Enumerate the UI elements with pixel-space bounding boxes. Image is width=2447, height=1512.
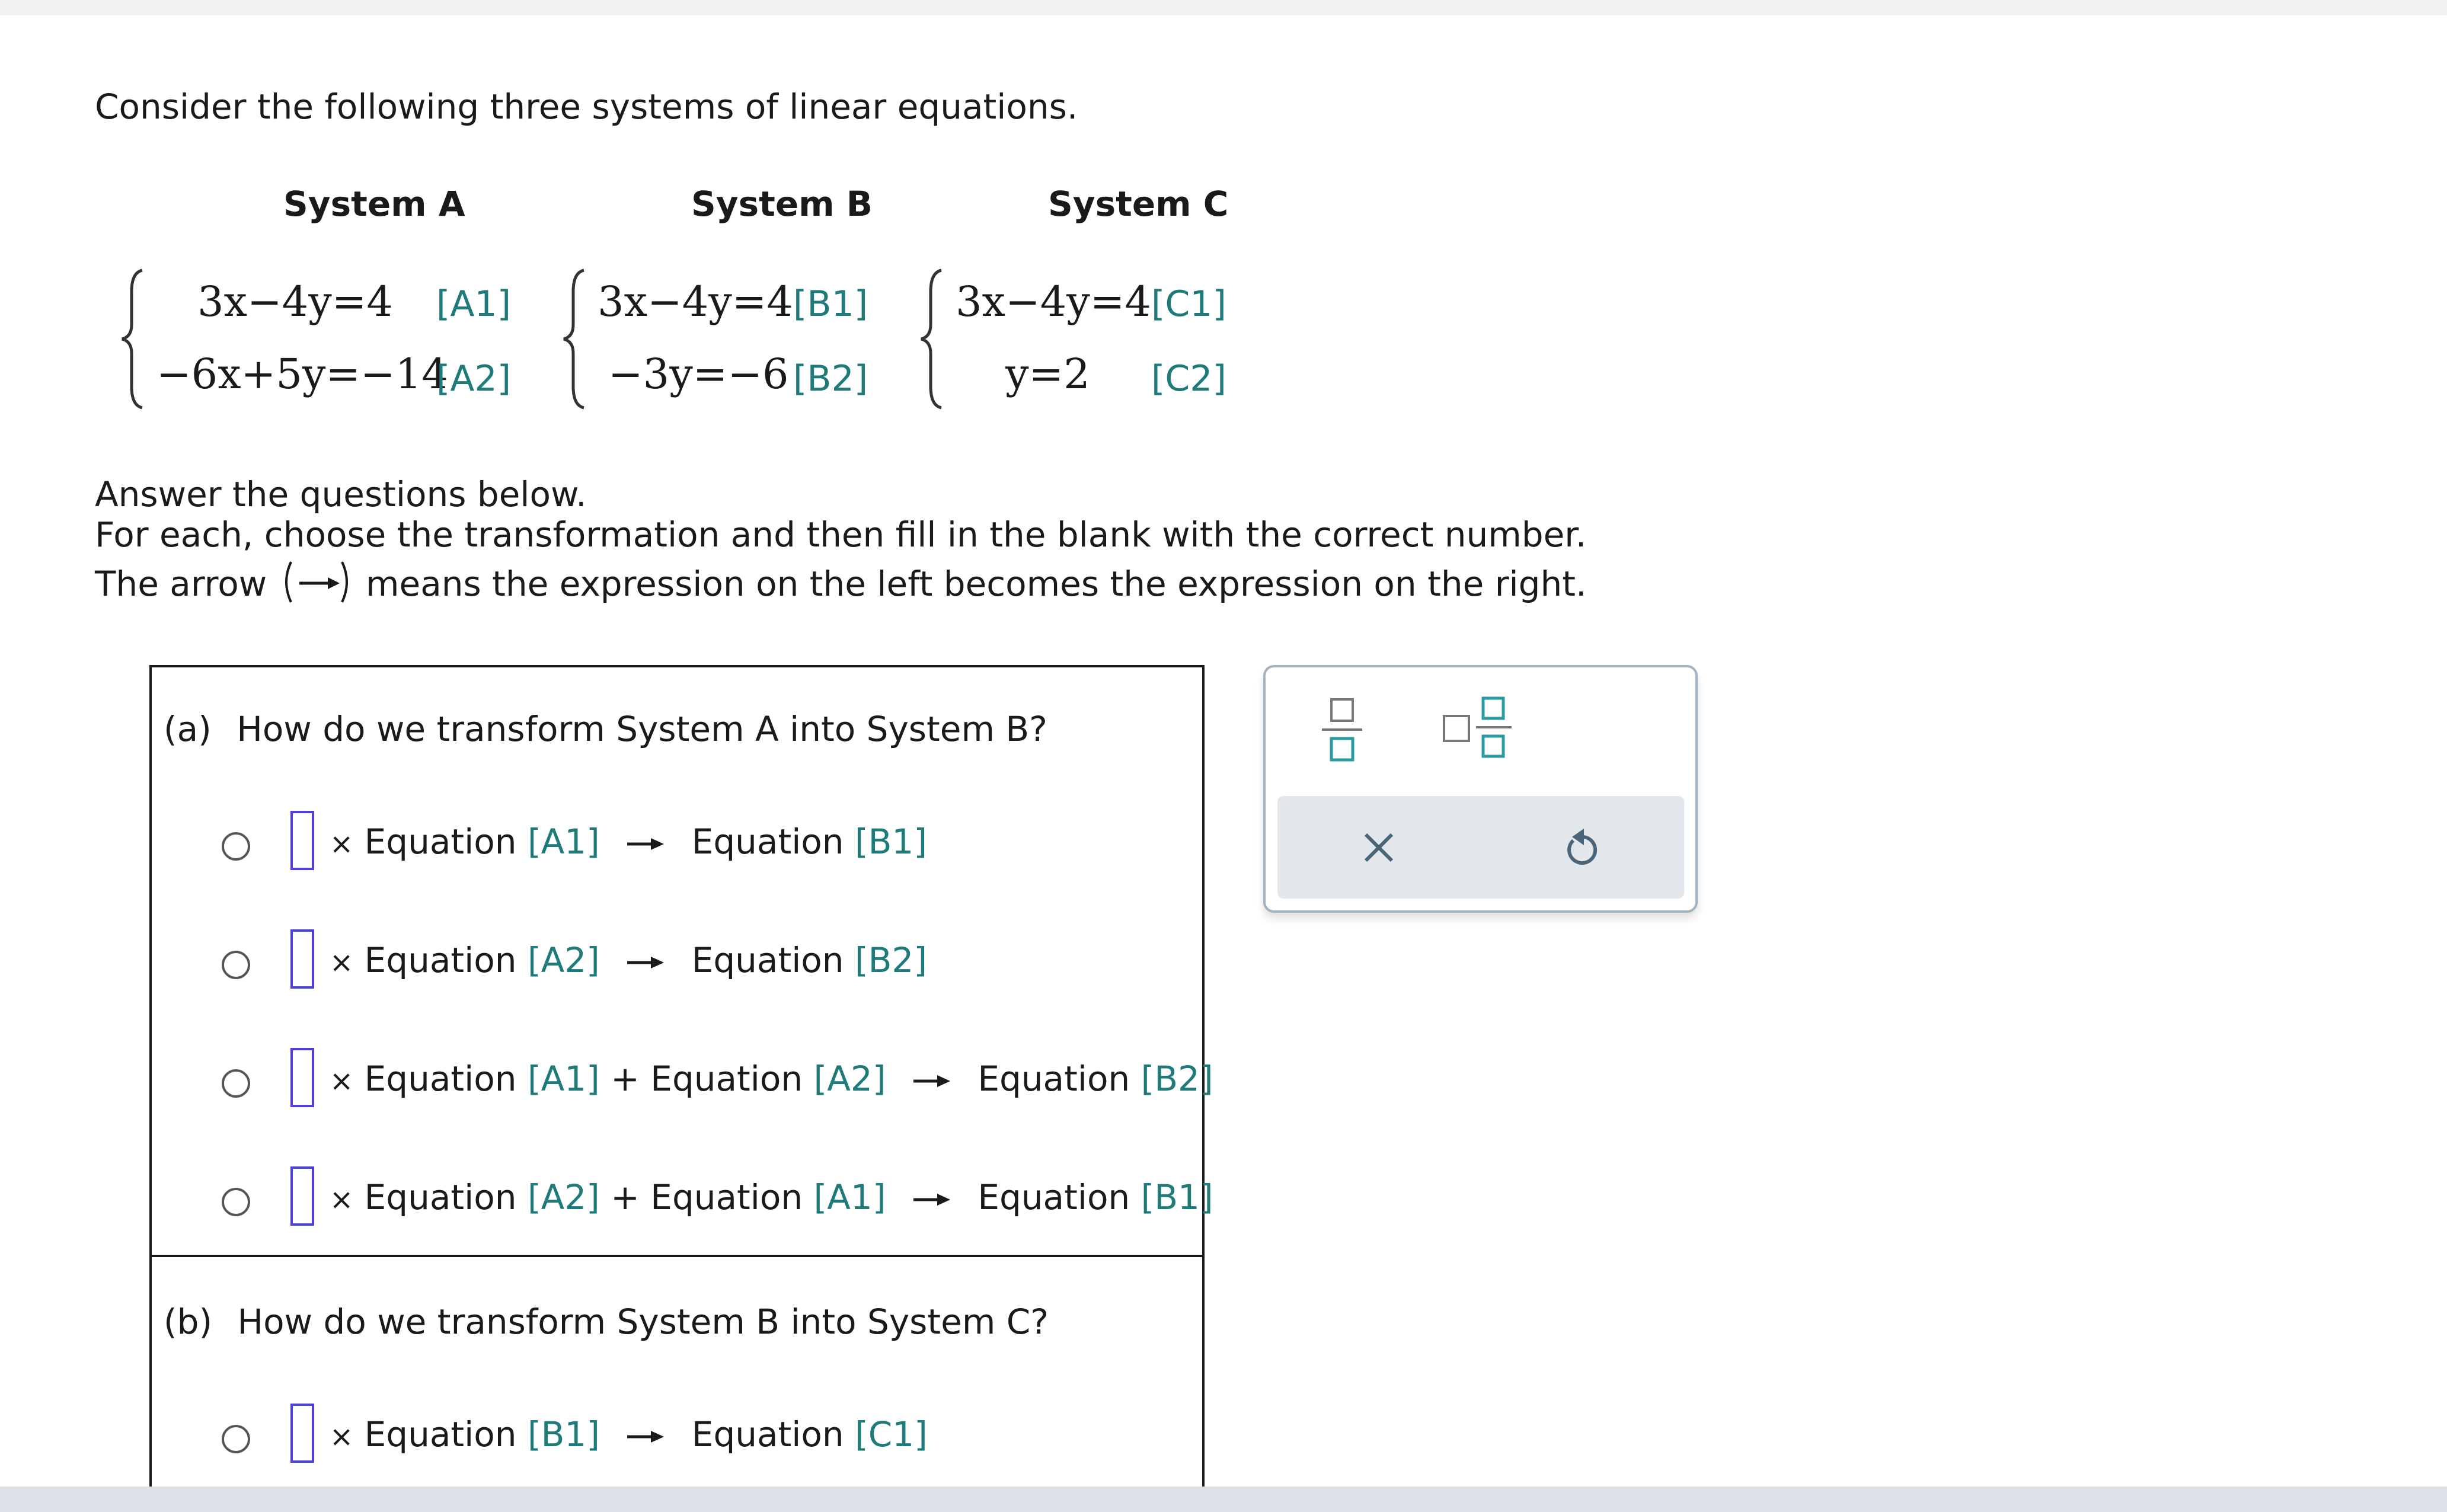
instruction-line-3: [95, 560, 1586, 613]
plus-sign: +: [611, 1059, 640, 1099]
instruction-line-3-after: means the expression on the left becomes the expression on the right.: [366, 564, 1587, 605]
part-a-label: (a): [164, 709, 212, 749]
part-b-heading: [164, 1302, 1049, 1342]
equation-tag: [A1]: [813, 1177, 886, 1217]
instruction-line-2: For each, choose the transformation and then fill in the blank with the correct number.: [95, 514, 1587, 555]
equation-word: Equation: [364, 821, 517, 862]
part-a-heading: [164, 709, 1047, 749]
bottom-strip: [0, 1487, 2447, 1512]
top-strip: [0, 0, 2447, 15]
equation-word: Equation: [650, 1177, 803, 1217]
times-sign: ×: [330, 946, 354, 979]
equation-tag: [B1]: [855, 821, 927, 862]
part-b-label: (b): [164, 1302, 213, 1342]
right-arrow-icon: [912, 1072, 951, 1090]
right-arrow-icon: [626, 954, 665, 971]
system-a-heading: System A: [283, 184, 465, 224]
equation-word: Equation: [364, 1177, 517, 1217]
equation-tag: [A2]: [527, 1177, 600, 1217]
equation-word: Equation: [691, 940, 844, 980]
paren-arrow-icon: [278, 560, 355, 613]
right-arrow-icon: [912, 1191, 951, 1209]
equation-tag: [A2]: [527, 940, 600, 980]
tag-a1: [A1]: [436, 283, 512, 325]
tool-actions-bar: [1277, 796, 1684, 899]
times-sign: ×: [330, 1420, 354, 1453]
part-b-option-1-radio[interactable]: [222, 1425, 250, 1453]
equation-tag: [A1]: [527, 1059, 600, 1099]
equation-word: Equation: [977, 1177, 1130, 1217]
system-a-brace: [119, 268, 148, 410]
equation-b2: −3y=−6: [608, 350, 789, 398]
tag-c2: [C2]: [1151, 358, 1226, 399]
equation-tag: [B2]: [1141, 1059, 1213, 1099]
equation-word: Equation: [691, 1414, 844, 1455]
equation-tag: [B2]: [855, 940, 927, 980]
times-sign: ×: [330, 827, 354, 861]
equation-a1: 3x−4y=4: [197, 277, 393, 326]
intro-text: Consider the following three systems of linear equations.: [95, 87, 1078, 127]
equation-tag: [B1]: [527, 1414, 600, 1455]
equation-b1: 3x−4y=4: [598, 277, 793, 326]
tag-b2: [B2]: [793, 358, 868, 399]
instruction-line-1: Answer the questions below.: [95, 474, 587, 514]
part-a-question: How do we transform System A into System B?: [237, 709, 1047, 749]
tag-b1: [B1]: [793, 283, 868, 325]
equation-word: Equation: [650, 1059, 803, 1099]
part-b-question: How do we transform System B into System C?: [237, 1302, 1049, 1342]
part-a-option-2-text: [330, 940, 927, 980]
equation-word: Equation: [364, 1414, 517, 1455]
times-sign: ×: [330, 1065, 354, 1098]
question-divider: [149, 1255, 1205, 1257]
equation-tag: [A2]: [813, 1059, 886, 1099]
clear-icon[interactable]: [1361, 830, 1397, 865]
tag-a2: [A2]: [436, 358, 512, 399]
part-a-option-4-radio[interactable]: [222, 1188, 250, 1216]
part-a-option-1-blank[interactable]: [290, 811, 314, 870]
equation-word: Equation: [691, 821, 844, 862]
system-c-heading: System C: [1048, 184, 1229, 224]
system-c-brace: [918, 268, 947, 410]
equation-word: Equation: [364, 940, 517, 980]
equation-tag: [C1]: [855, 1414, 928, 1455]
part-a-option-3-blank[interactable]: [290, 1048, 314, 1107]
part-a-option-4-text: [330, 1177, 1213, 1217]
right-arrow-icon: [626, 835, 665, 853]
equation-c2: y=2: [1005, 350, 1090, 398]
equation-tag: [B1]: [1141, 1177, 1213, 1217]
instruction-line-3-before: The arrow: [95, 564, 267, 605]
plus-sign: +: [611, 1177, 640, 1217]
right-arrow-icon: [626, 1428, 665, 1446]
part-a-option-3-text: [330, 1059, 1213, 1099]
system-b-brace: [560, 268, 590, 410]
equation-word: Equation: [364, 1059, 517, 1099]
equation-word: Equation: [977, 1059, 1130, 1099]
part-b-option-1-blank[interactable]: [290, 1404, 314, 1463]
part-b-option-1-text: [330, 1414, 928, 1455]
undo-icon[interactable]: [1563, 826, 1602, 869]
part-a-option-1-text: [330, 821, 927, 862]
tag-c1: [C1]: [1151, 283, 1226, 325]
times-sign: ×: [330, 1183, 354, 1216]
system-b-heading: System B: [691, 184, 873, 224]
part-a-option-3-radio[interactable]: [222, 1069, 250, 1098]
part-a-option-4-blank[interactable]: [290, 1166, 314, 1226]
equation-a2: −6x+5y=−14: [156, 350, 448, 398]
equation-tag: [A1]: [527, 821, 600, 862]
equation-c1: 3x−4y=4: [956, 277, 1151, 326]
part-a-option-2-blank[interactable]: [290, 929, 314, 989]
part-a-option-2-radio[interactable]: [222, 951, 250, 979]
fraction-icon[interactable]: [1320, 697, 1365, 762]
mixed-number-icon[interactable]: [1439, 695, 1516, 762]
part-a-option-1-radio[interactable]: [222, 832, 250, 861]
